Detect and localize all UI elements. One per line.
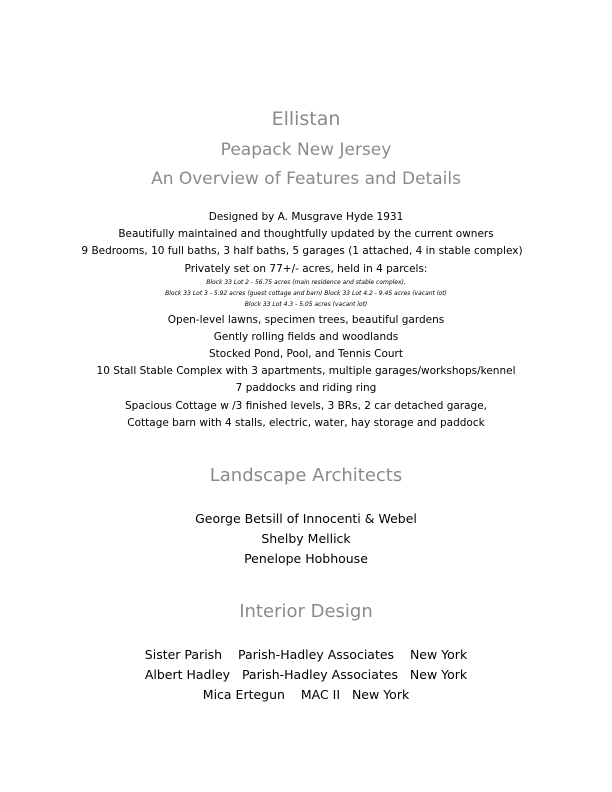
landscape-architect: Penelope Hobhouse xyxy=(244,551,368,566)
parcel-line: Block 33 Lot 3 - 5.92 acres (guest cottage and barn) Block 33 Lot 4.2 - 9.45 acres (vacant lot) xyxy=(165,290,447,297)
feature-line: Spacious Cottage w /3 finished levels, 3 BRs, 2 car detached garage, xyxy=(124,400,488,412)
feature-line: Cottage barn with 4 stalls, electric, water, hay storage and paddock xyxy=(127,417,485,429)
estate-location: Peapack New Jersey xyxy=(220,140,392,160)
estate-title: Ellistan xyxy=(271,108,341,130)
parcel-line: Block 33 Lot 4.3 - 5.05 acres (vacant lot) xyxy=(244,301,368,308)
feature-line: Stocked Pond, Pool, and Tennis Court xyxy=(209,348,403,360)
interior-designer: Mica Ertegun MAC II New York xyxy=(202,687,410,702)
interior-heading: Interior Design xyxy=(239,601,373,622)
maintained-line: Beautifully maintained and thoughtfully updated by the current owners xyxy=(118,228,494,240)
interior-designer: Sister Parish Parish-Hadley Associates New York xyxy=(144,647,468,662)
feature-line: Open-level lawns, specimen trees, beautiful gardens xyxy=(167,314,445,326)
overview-subtitle: An Overview of Features and Details xyxy=(151,169,461,189)
rooms-line: 9 Bedrooms, 10 full baths, 3 half baths, 5 garages (1 attached, 4 in stable complex) xyxy=(81,245,523,257)
acreage-line: Privately set on 77+/- acres, held in 4 parcels: xyxy=(184,263,428,275)
feature-line: 7 paddocks and riding ring xyxy=(235,382,377,394)
parcel-line: Block 33 Lot 2 - 56.75 acres (main residence and stable complex), xyxy=(206,279,406,286)
landscape-architect: Shelby Mellick xyxy=(261,531,351,546)
designed-by-line: Designed by A. Musgrave Hyde 1931 xyxy=(208,211,404,223)
landscape-heading: Landscape Architects xyxy=(209,465,403,486)
feature-line: 10 Stall Stable Complex with 3 apartments, multiple garages/workshops/kennel xyxy=(96,365,516,377)
feature-line: Gently rolling fields and woodlands xyxy=(213,331,399,343)
interior-designer: Albert Hadley Parish-Hadley Associates New York xyxy=(144,667,468,682)
landscape-architect: George Betsill of Innocenti & Webel xyxy=(195,511,417,526)
